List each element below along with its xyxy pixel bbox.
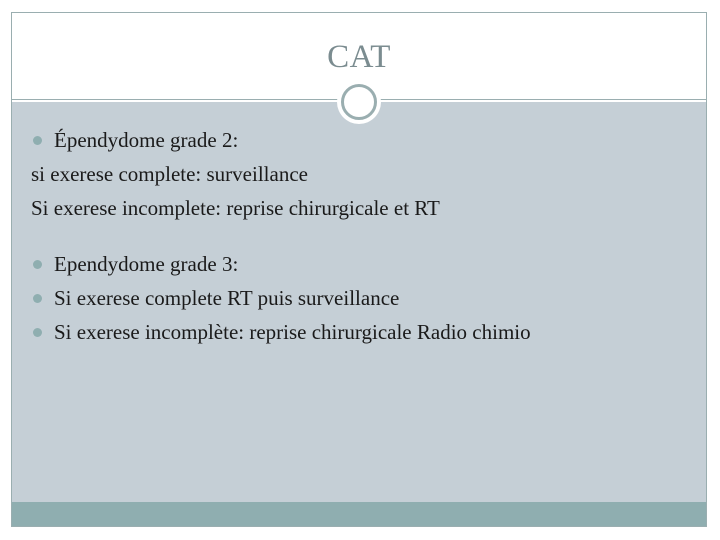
slide-title: CAT (327, 39, 391, 75)
body-line: Si exerese incomplete: reprise chirurgicale et RT (31, 196, 440, 220)
bullet-item (31, 247, 691, 281)
slide-body (31, 123, 691, 349)
body-line: si exerese complete: surveillance (31, 162, 308, 186)
bullet-dot-icon (33, 260, 42, 269)
bullet-text: Ependydome grade 3: (54, 252, 239, 276)
bullet-text: Si exerese complete RT puis surveillance (54, 286, 400, 310)
bullet-dot-icon (33, 136, 42, 145)
bullet-item (31, 281, 691, 315)
bullet-item (31, 315, 691, 349)
divider-ring (341, 84, 377, 120)
bullet-text: Si exerese incomplète: reprise chirurgicale Radio chimio (54, 320, 531, 344)
bullet-dot-icon (33, 294, 42, 303)
footer-bar (12, 502, 706, 526)
bullet-dot-icon (33, 328, 42, 337)
divider-circle-icon (337, 80, 381, 124)
bullet-item (31, 123, 691, 157)
bullet-text: Épendydome grade 2: (54, 128, 239, 152)
slide (11, 12, 707, 527)
paragraph-spacer (31, 225, 691, 247)
